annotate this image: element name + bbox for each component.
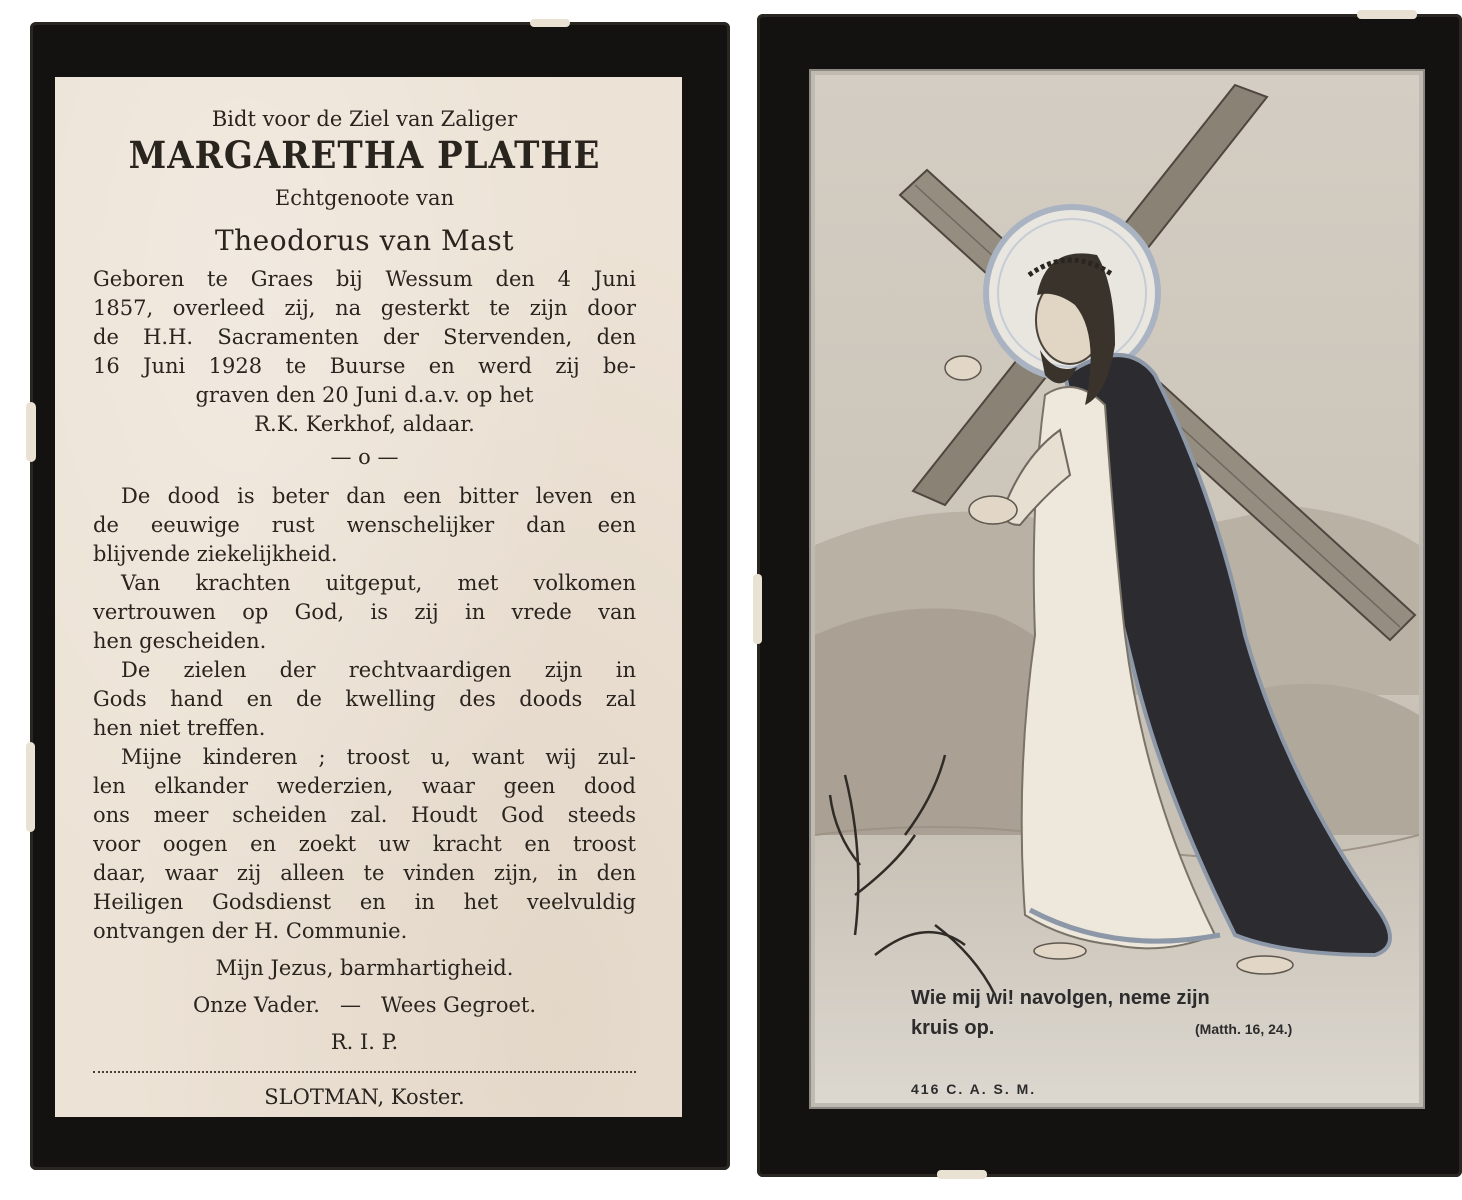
dotted-divider	[93, 1071, 636, 1073]
memorial-card-image-side	[757, 14, 1462, 1177]
worn-edge	[937, 1170, 987, 1179]
foot-left	[1034, 943, 1086, 959]
text-line: De zielen der rechtvaardigen zijn in	[121, 658, 636, 682]
printer-credit: SLOTMAN, Koster.	[264, 1085, 465, 1109]
text-line: ontvangen der H. Communie.	[93, 919, 408, 943]
caption-line-1: Wie mij wi! navolgen, neme zijn	[911, 987, 1210, 1009]
rip: R. I. P.	[330, 1030, 399, 1054]
christ-carrying-cross-illustration	[815, 75, 1419, 1103]
memorial-text-panel	[55, 77, 682, 1117]
text-line: len elkander wederzien, waar geen dood	[93, 774, 636, 798]
text-line: hen gescheiden.	[93, 629, 267, 653]
text-line: vertrouwen op God, is zij in vrede van	[93, 600, 636, 624]
memorial-card-text-side	[30, 22, 730, 1170]
bio-line: de H.H. Sacramenten der Stervenden, den	[93, 325, 636, 349]
paragraph-2	[93, 569, 636, 656]
scripture-reference: (Matth. 16, 24.)	[1195, 1021, 1293, 1037]
biography	[93, 265, 636, 439]
paragraph-3	[93, 656, 636, 743]
hand-right	[945, 356, 981, 380]
text-line: daar, waar zij alleen te vinden zijn, in den	[93, 861, 636, 885]
devotional-image-panel	[815, 75, 1419, 1103]
separator: — o —	[330, 445, 399, 469]
invocation: Mijn Jezus, barmhartigheid.	[215, 956, 514, 980]
relation-label: Echtgenoote van	[274, 186, 455, 210]
publisher-code: 416 C. A. S. M.	[911, 1081, 1037, 1097]
bio-line: graven den 20 Juni d.a.v. op het	[195, 383, 534, 407]
paragraph-4	[93, 743, 636, 946]
bio-line: R.K. Kerkhof, aldaar.	[254, 412, 475, 436]
text-line: voor oogen en zoekt uw kracht en troost	[93, 832, 636, 856]
text-line: Heiligen Godsdienst en in het veelvuldig	[93, 890, 636, 914]
spouse-name: Theodorus van Mast	[214, 224, 515, 257]
text-line: blijvende ziekelijkheid.	[93, 542, 338, 566]
worn-edge	[1357, 10, 1417, 19]
bio-line: Geboren te Graes bij Wessum den 4 Juni	[93, 267, 636, 291]
deceased-name: MARGARETHA PLATHE	[128, 134, 601, 178]
text-line: hen niet treffen.	[93, 716, 266, 740]
prayers: Onze Vader. — Wees Gegroet.	[192, 993, 537, 1017]
bio-line: 16 Juni 1928 te Buurse en werd zij be-	[93, 354, 636, 378]
foot-right	[1237, 956, 1293, 974]
text-line: Mijne kinderen ; troost u, want wij zul-	[121, 745, 636, 769]
paragraph-1	[93, 482, 636, 569]
text-line: Gods hand en de kwelling des doods zal	[93, 687, 636, 711]
text-line: ons meer scheiden zal. Houdt God steeds	[93, 803, 636, 827]
caption-line-2: kruis op.	[911, 1017, 995, 1039]
text-line: De dood is beter dan een bitter leven en	[121, 484, 636, 508]
text-line: de eeuwige rust wenschelijker dan een	[93, 513, 636, 537]
worn-edge	[530, 19, 570, 27]
worn-edge	[26, 402, 36, 462]
worn-edge	[753, 574, 762, 644]
text-line: Van krachten uitgeput, met volkomen	[121, 571, 636, 595]
prayer-intro: Bidt voor de Ziel van Zaliger	[211, 107, 518, 131]
worn-edge	[26, 742, 35, 832]
bio-line: 1857, overleed zij, na gesterkt te zijn door	[93, 296, 636, 320]
hand-left	[969, 496, 1017, 524]
